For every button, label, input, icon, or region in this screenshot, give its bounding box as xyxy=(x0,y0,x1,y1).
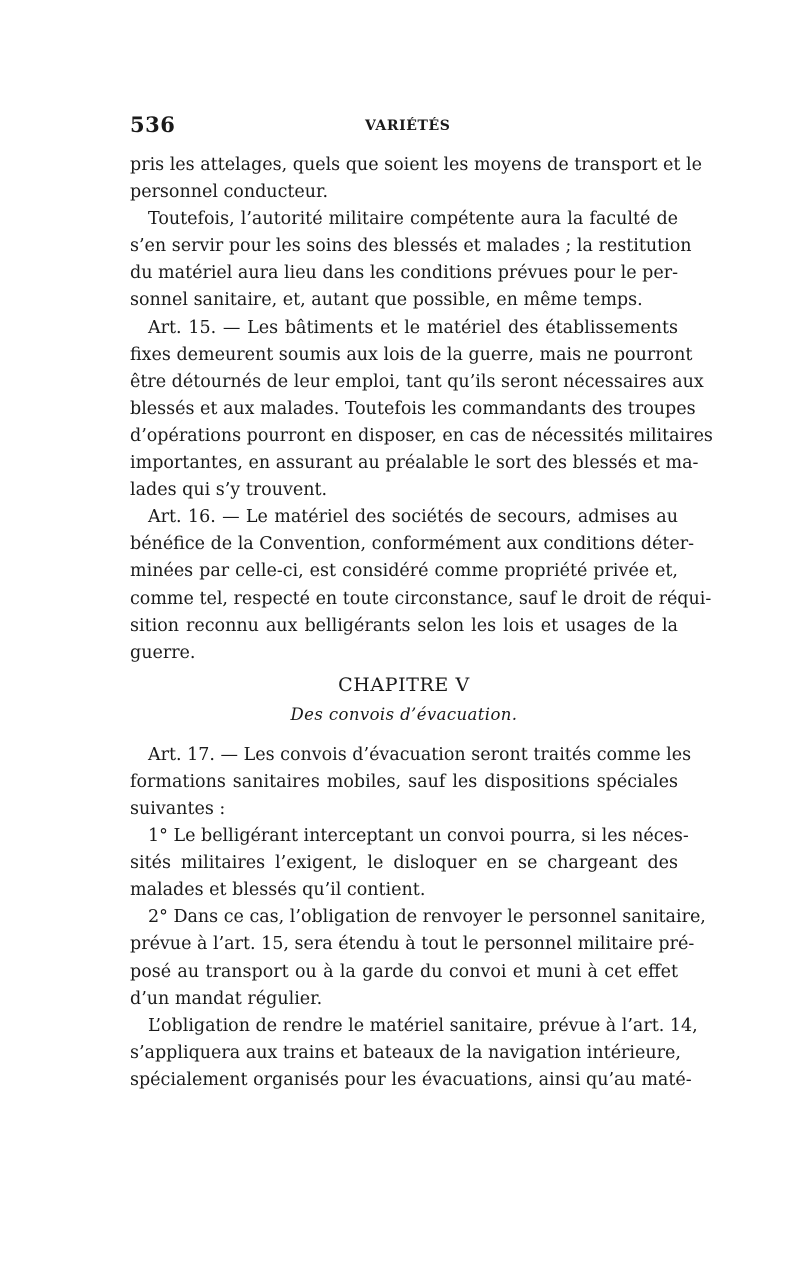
text-line: personnel conducteur. xyxy=(130,182,329,203)
text-line: du matériel aura lieu dans les conditions prévues pour le per- xyxy=(130,263,678,284)
text-line: prévue à l’art. 15, sera étendu à tout le personnel militaire pré- xyxy=(130,934,695,955)
text-line: Art. 15. — Les bâtiments et le matériel des établissements xyxy=(148,317,678,338)
page-header xyxy=(130,112,680,142)
text-line: d’un mandat régulier. xyxy=(130,988,323,1009)
paragraph xyxy=(130,904,706,1012)
text-line: être détournés de leur emploi, tant qu’ils seront nécessaires aux xyxy=(130,371,704,392)
text-line: s’appliquera aux trains et bateaux de la navigation intérieure, xyxy=(130,1042,681,1063)
text-line: sités militaires l’exigent, le disloquer en se chargeant des xyxy=(130,853,678,874)
text-line: 2° Dans ce cas, l’obligation de renvoyer le personnel sanitaire, xyxy=(148,907,706,928)
paragraph xyxy=(130,152,702,206)
text-line: formations sanitaires mobiles, sauf les dispositions spéciales xyxy=(130,771,678,792)
text-line: s’en servir pour les soins des blessés et malades ; la restitution xyxy=(130,236,692,257)
text-line: guerre. xyxy=(130,642,196,663)
paragraph xyxy=(130,742,692,823)
text-line: lades qui s’y trouvent. xyxy=(130,480,328,501)
text-line: sition reconnu aux belligérants selon les lois et usages de la xyxy=(130,615,678,636)
paragraph xyxy=(130,315,713,505)
text-line: sonnel sanitaire, et, autant que possible, en même temps. xyxy=(130,290,643,311)
text-line: fixes demeurent soumis aux lois de la guerre, mais ne pourront xyxy=(130,344,693,365)
text-line: posé au transport ou à la garde du convoi et muni à cet effet xyxy=(130,961,678,982)
text-line: minées par celle-ci, est considéré comme propriété privée et, xyxy=(130,561,678,582)
text-line: malades et blessés qu’il contient. xyxy=(130,880,426,901)
text-line: blessés et aux malades. Toutefois les commandants des troupes xyxy=(130,398,696,419)
text-line: pris les attelages, quels que soient les moyens de transport et le xyxy=(130,155,702,175)
section-before-chapter xyxy=(130,152,713,667)
text-line: comme tel, respecté en toute circonstance, sauf le droit de réqui- xyxy=(130,588,712,609)
section-after-chapter xyxy=(130,742,706,1094)
text-line: L’obligation de rendre le matériel sanitaire, prévue à l’art. 14, xyxy=(148,1015,698,1036)
paragraph xyxy=(130,504,712,667)
text-line: Toutefois, l’autorité militaire compétente aura la faculté de xyxy=(148,209,678,230)
paragraph xyxy=(130,1013,698,1094)
page-number: 536 xyxy=(130,112,176,137)
chapter-title: CHAPITRE V xyxy=(338,673,470,696)
paragraph xyxy=(130,823,689,904)
text-line: bénéfice de la Convention, conformément aux conditions déter- xyxy=(130,534,695,555)
running-head: VARIÉTÉS xyxy=(365,118,451,134)
body-text xyxy=(130,152,713,1094)
text-line: importantes, en assurant au préalable le sort des blessés et ma- xyxy=(130,453,699,474)
text-line: Art. 17. — Les convois d’évacuation seront traités comme les xyxy=(148,744,692,765)
text-line: Art. 16. — Le matériel des sociétés de secours, admises au xyxy=(148,507,678,528)
text-line: spécialement organisés pour les évacuations, ainsi qu’au maté- xyxy=(130,1069,692,1090)
text-line: 1° Le belligérant interceptant un convoi pourra, si les néces- xyxy=(148,826,689,847)
text-line: d’opérations pourront en disposer, en cas de nécessités militaires xyxy=(130,425,713,446)
text-line: suivantes : xyxy=(130,798,226,819)
chapter-subtitle: Des convois d’évacuation. xyxy=(290,704,518,724)
paragraph xyxy=(130,206,692,314)
